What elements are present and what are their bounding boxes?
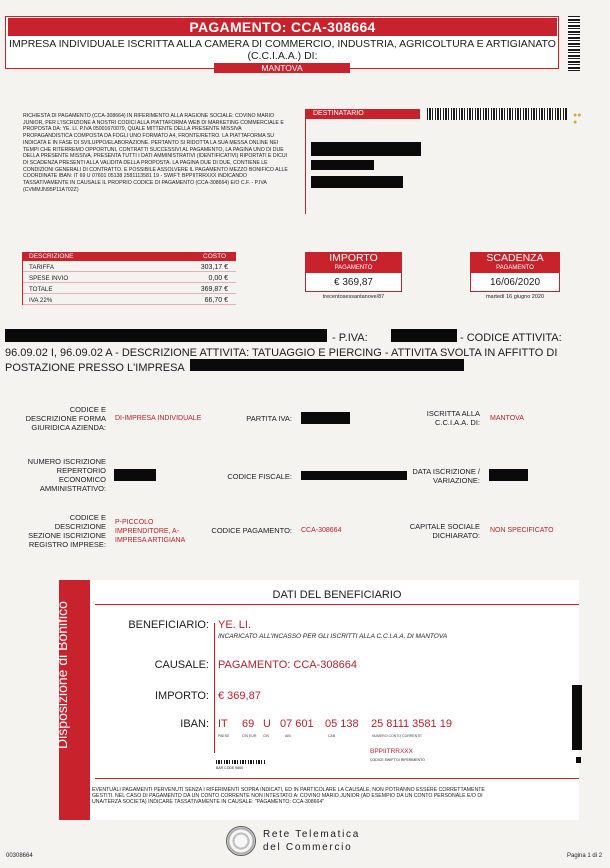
bar-caption: BAR CODE 9660 <box>216 766 244 770</box>
swift-code: BPPIITRRXXX <box>370 748 413 755</box>
redacted-partita-iva <box>301 412 350 424</box>
capitale-label: CAPITALE SOCIALE DICHIARATO: <box>409 522 480 540</box>
sezione-value: P-PICCOLO IMPRENDITORE, A-IMPRESA ARTIGIANA <box>115 519 186 544</box>
importo-words: trecentosessantanove/87 <box>322 294 385 300</box>
redacted-data-iscrizione <box>489 469 528 481</box>
costs-header-cost: COSTO <box>203 253 226 260</box>
codpag-label: CODICE PAGAMENTO: <box>211 526 292 535</box>
iscritta-label: ISCRITTA ALLA C.C.I.A.A. DI: <box>426 409 480 427</box>
iban-cin: U <box>263 718 271 730</box>
redacted-rea <box>114 469 156 481</box>
importo-sub: PAGAMENTO <box>305 264 402 272</box>
costs-header-desc: DESCRIZIONE <box>29 253 74 260</box>
swift-caption: CODICE SWIFT DI RIFERIMENTO <box>370 758 425 762</box>
page-title: PAGAMENTO: CCA-308664 <box>8 18 557 36</box>
scadenza-words: martedì 16 giugno 2020 <box>485 294 545 300</box>
redacted-address <box>311 160 374 170</box>
iban-barcode <box>216 760 266 764</box>
forma-label: CODICE E DESCRIZIONE FORMA GIURIDICA AZIENDA: <box>25 405 106 432</box>
importo-title: IMPORTO <box>305 252 402 264</box>
payment-note: EVENTUALI PAGAMENTI PERVENUTI SENZA I RIFERIMENTI SOPRA INDICATI, ED IN PARTICOLARE LA CAUSALE, NON POTRANNO ESSERE CORRETTAMENTE GESTITI. NEL CASO DI PAGAMENTO DA UN CONTO CORRENTE NON INTESTATO A: COVINO MARIO JUNIOR (AD ESEMPIO DA UN CONTO PERSONALE E/O DI UNA/TERZA SOCIETA) INDICARE TASSATIVAMENTE IN CAUSALE: "PAGAMENTO: CCA-308664" <box>92 787 485 806</box>
scadenza-sub: PAGAMENTO <box>470 264 560 272</box>
causale-value: PAGAMENTO: CCA-308664 <box>218 659 357 671</box>
beneficiario-section-title: DATI DEL BENEFICIARIO <box>95 585 579 605</box>
iban-label: IBAN: <box>180 718 209 730</box>
iscritta-value: MANTOVA <box>490 415 524 422</box>
footer-document-id: 00308664 <box>6 853 33 859</box>
costs-rule <box>22 252 23 305</box>
request-text: RICHIESTA DI PAGAMENTO (CCA-308664) IN RIFERIMENTO ALLA RAGIONE SOCIALE: COVINO MARIO JUNIOR, PER L'ISCRIZIONE A NOSTRI CODICI ALLA PIATTAFORMA WEB DI MARKETING COMMERCIALE E PROPOSTA DA: YE. LI. P.IVA 05001670079, QUALE MITTENTE DELLA PRESENTE MISSIVA PROPAGANDISTICA COMPOSTA DA FOGLI UNO FORMATO A4, FRONTE/RETRO. LA PIATTAFORMA SU INDICATA E IN FASE DI SVILUPPO/ELABORAZIONE. PERTANTO SI RIDOTTA LA SUA MESSA ONLINE NEI TEMPI CHE RITERREMO OPPORTUNI, CONTRATTI SUCCESSIVI AL PAGAMENTO, LA PAGINA UNO DI DUE DELLA PRESENTE MISSIVA, PRESENTA TUTTI I DATI AMMINISTRATIVI (IDENTIFICATIVI) RIPORTATI E DICUI DI SCADENZA PRESENTI ALLA VALIDITA DELLA PROPOSTA. LA PAGINA DUE DI DUE, CONTIENE LE CONDIZIONI GENERALI DI CONTRATTO. E POSSIBILE ASSOLVERE IL PAGAMENTO MEZZO BONIFICO ALLE COORDINATE IBAN: IT 69 U 07601 05138 2581113581 19 - SWIFT: BPPIITRRXXX INDICANDO TASSATIVAMENTE IN CAUSALE IL PROPRIO CODICE DI PAGAMENTO (CCA-308664) E/O C.F. - P.IVA (CVMMJN95P11A702Z) <box>23 113 288 193</box>
causale-label: CAUSALE: <box>154 659 209 671</box>
data-iscrizione-label: DATA ISCRIZIONE / VARIAZIONE: <box>412 467 480 485</box>
iban-caption: CIN <box>263 734 270 738</box>
destinatario-label: DESTINATARIO <box>305 109 420 119</box>
bonifico-divider <box>214 623 215 753</box>
iban-cin-eur: 69 <box>242 718 255 730</box>
scadenza-value: 16/06/2020 <box>470 272 560 292</box>
redacted-codice-fiscale <box>301 471 407 480</box>
redacted-impresa <box>190 359 464 371</box>
activity-line2: 96.09.02 I, 96.09.02 A - DESCRIZIONE ATTIVITA: TATUAGGIO E PIERCING - ATTIVITA SVOLTA IN AFFITTO DI <box>5 347 558 359</box>
redacted-piva <box>391 329 457 342</box>
iban-caption: PAESE <box>218 734 230 738</box>
importo-value: € 369,87 <box>305 272 402 292</box>
cf-label: CODICE FISCALE: <box>227 472 292 481</box>
activity-piva-label: - P.IVA: <box>332 332 368 344</box>
logo-text-line1: Rete Telematica <box>263 829 361 840</box>
rea-label: NUMERO ISCRIZIONE REPERTORIO ECONOMICO AMMINISTRATIVO: <box>27 457 106 493</box>
costs-header <box>22 252 236 261</box>
beneficiario-label: BENEFICIARIO: <box>128 619 209 631</box>
iban-country: IT <box>218 718 228 730</box>
beneficiario-note: INCARICATO ALL'INCASSO PER GLI ISCRITTI ALLA C.C.I.A.A. DI MANTOVA <box>218 633 448 640</box>
activity-line3: POSTAZIONE PRESSO L'IMPRESA <box>5 362 185 374</box>
sezione-label: CODICE E DESCRIZIONE SEZIONE ISCRIZIONE REGISTRO IMPRESE: <box>28 513 106 549</box>
iban-caption: CIN EUR <box>242 734 257 738</box>
importo-bonifico-value: € 369,87 <box>218 690 261 702</box>
cost-row: SPESE INVIO 0,00 € <box>22 274 236 283</box>
cost-row: TOTALE 369,87 € <box>22 285 236 294</box>
iban-cab: 05 138 <box>325 718 359 730</box>
redacted-margin-mark <box>576 757 581 763</box>
side-barcode <box>568 16 580 71</box>
forma-value: DI-IMPRESA INDIVIDUALE <box>115 415 202 422</box>
bonifico-vertical-title: Disposizione di Bonifico <box>54 601 70 749</box>
rete-telematica-logo-icon <box>226 826 256 856</box>
iban-caption: ABI <box>285 734 291 738</box>
redacted-margin-mark <box>572 685 582 750</box>
header-subtitle: IMPRESA INDIVIDUALE ISCRITTA ALLA CAMERA DI COMMERCIO, INDUSTRIA, AGRICOLTURA E ARTIGIANATO <box>9 38 556 50</box>
redacted-city <box>311 176 403 188</box>
redacted-name <box>311 142 421 156</box>
footer-page-number: Pagina 1 di 2 <box>567 853 603 859</box>
piva-label: PARTITA IVA: <box>246 414 292 423</box>
codpag-value: CCA-308664 <box>301 527 342 534</box>
destinatario-barcode <box>427 108 567 120</box>
importo-bonifico-label: IMPORTO: <box>155 690 209 702</box>
dots-icon: ●● ● <box>573 112 582 126</box>
header-place-badge: MANTOVA <box>214 63 350 73</box>
capitale-value: NON SPECIFICATO <box>490 527 554 534</box>
header-subtitle-cciaa: (C.C.I.A.A.) DI: <box>247 50 318 62</box>
activity-code-label: - CODICE ATTIVITA: <box>460 332 562 344</box>
beneficiario-value: YE. LI. <box>218 619 252 631</box>
cost-row: TARIFFA 303,17 € <box>22 263 236 272</box>
iban-caption: NUMERO CONTO CORRENTE <box>372 734 422 738</box>
iban-caption: CAB <box>328 734 336 738</box>
logo-text-line2: del Commercio <box>263 842 353 853</box>
cost-row: IVA 22% 66,70 € <box>22 296 236 305</box>
destinatario-rule <box>305 119 306 214</box>
note-rule <box>95 778 579 779</box>
redacted-company <box>5 329 327 342</box>
iban-abi: 07 601 <box>280 718 314 730</box>
scadenza-title: SCADENZA <box>470 252 560 264</box>
iban-account: 25 8111 3581 19 <box>371 718 452 730</box>
